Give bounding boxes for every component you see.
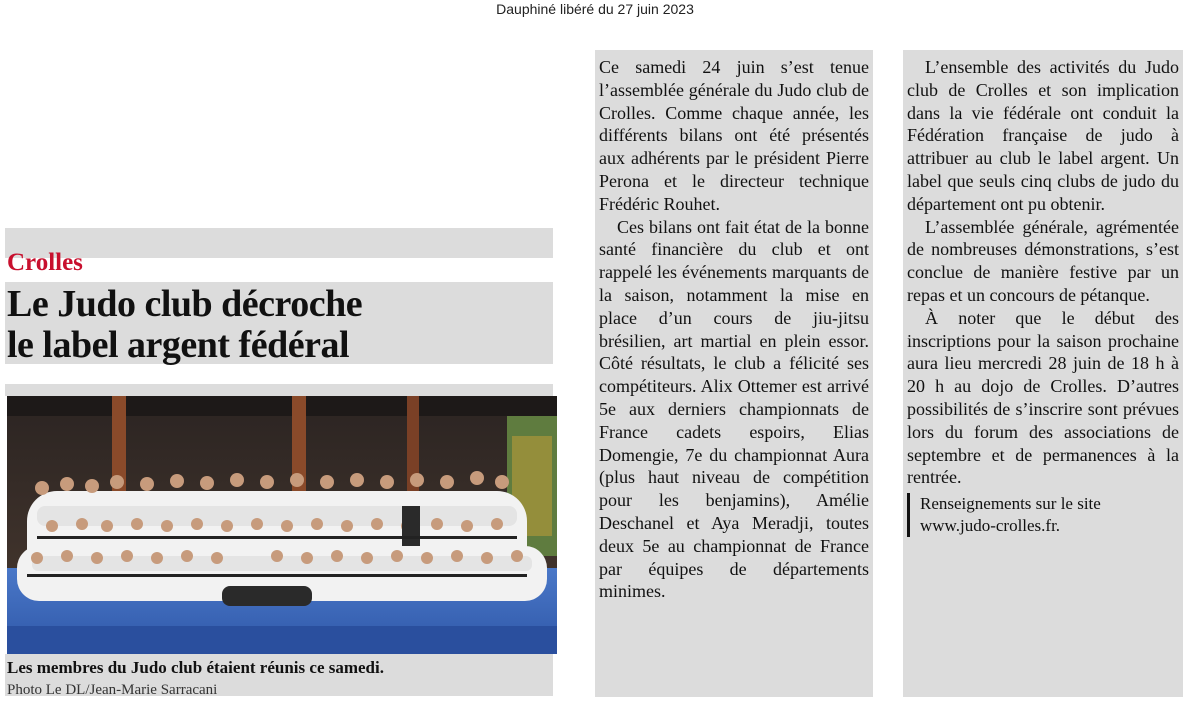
photo-credit: Photo Le DL/Jean-Marie Sarracani (7, 682, 218, 698)
article-headline (7, 284, 362, 366)
headline-line-1: Le Judo club décroche (7, 283, 363, 325)
info-label: Renseignements sur le site (920, 494, 1101, 514)
group-photo (7, 396, 557, 654)
article-kicker: Crolles (7, 249, 83, 276)
photo-top-band (5, 384, 553, 396)
headline-line-2: le label argent fédéral (7, 324, 350, 366)
text-column-2 (903, 50, 1183, 697)
paragraph-4: L’assemblée générale, agrémentée de nombreuses démonstrations, s’est conclue de manière festive par un repas et un concours de pétanque. (907, 216, 1179, 305)
photo-caption: Les membres du Judo club étaient réunis ce samedi. (7, 658, 384, 677)
paragraph-2: Ces bilans ont fait état de la bonne santé financière du club et ont rappelé les événements marquants de la saison, notamment la mise en place d’un cours de jiu-jitsu brésilien, art martial en plein essor. Côté résultats, le club a félicité ses compétiteurs. Alix Ottemer est arrivé 5e aux derniers championnats de France cadets espoirs, Elias Domengie, 7e du championnat Aura (plus haut niveau de compétition pour les benjamins), Amélie Deschanel et Aya Meradji, toutes deux 5e au championnat de France par équipes de départements minimes. (599, 216, 869, 602)
text-column-1 (595, 50, 873, 697)
info-website: www.judo-crolles.fr. (920, 516, 1061, 536)
paragraph-1: Ce samedi 24 juin s’est tenue l’assemblée générale du Judo club de Crolles. Comme chaque année, les différents bilans ont été présentés aux adhérents par le président Pierre Perona et le directeur technique Frédéric Rouhet. (599, 57, 869, 214)
info-box (907, 493, 1179, 537)
group-photo-illustration (7, 396, 557, 654)
source-header: Dauphiné libéré du 27 juin 2023 (496, 1, 694, 17)
kicker-band (5, 228, 553, 258)
paragraph-3: L’ensemble des activités du Judo club de Crolles et son implication dans la vie fédérale ont conduit la Fédération française de judo à attribuer au club le label argent. Un label que seuls cinq clubs de judo du département ont pu obtenir. (907, 57, 1179, 214)
paragraph-5: À noter que le début des inscriptions pour la saison prochaine aura lieu mercredi 28 juin de 18 h à 20 h au dojo de Crolles. D’autres possibilités de s’inscrire sont prévues lors du forum des associations de septembre et de permanences à la rentrée. (907, 307, 1179, 488)
